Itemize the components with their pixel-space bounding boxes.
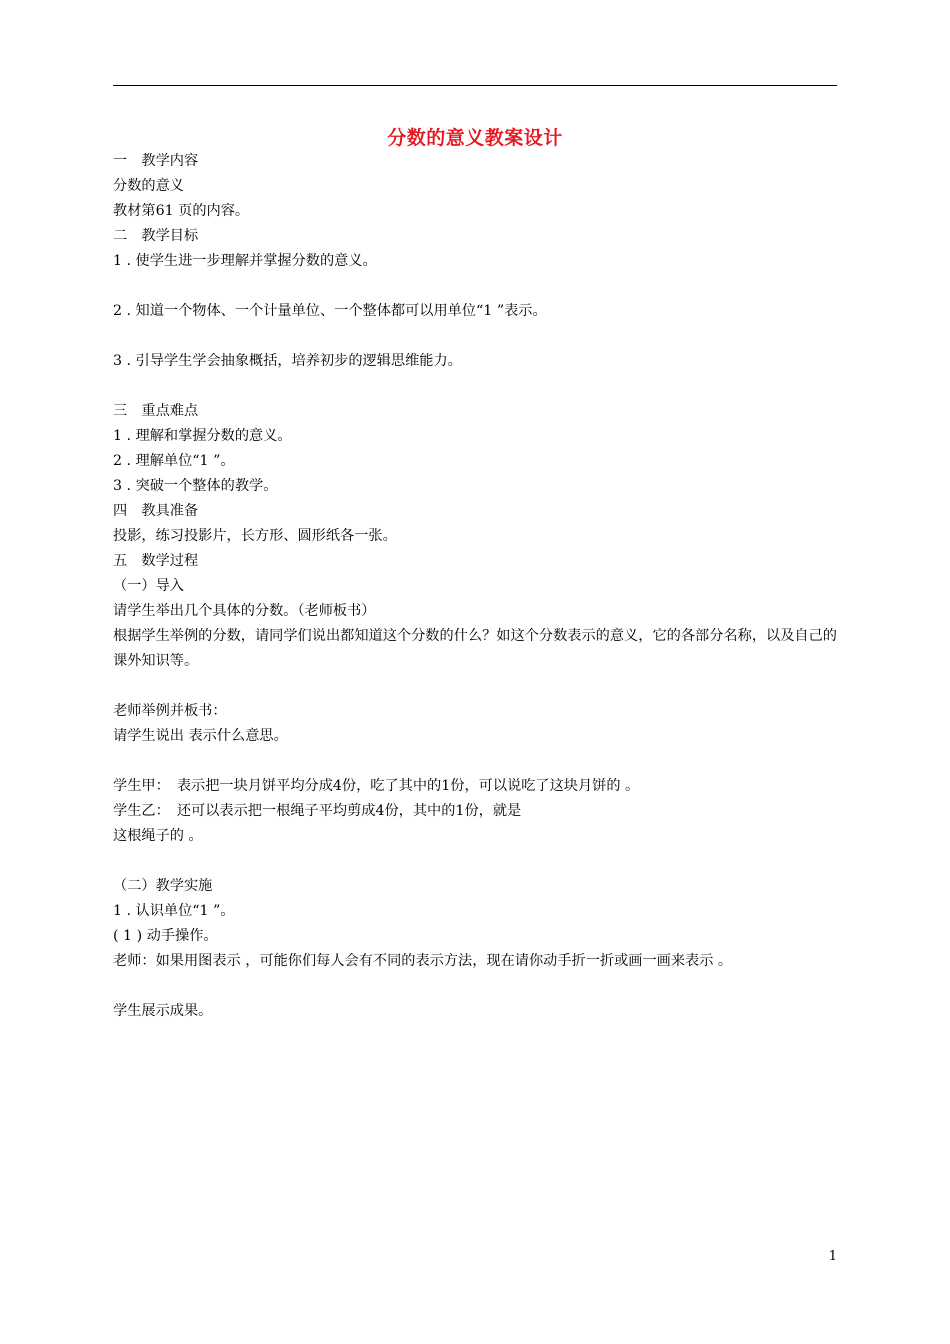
header-rule: [113, 85, 837, 86]
materials-list: 投影，练习投影片，长方形、圆形纸各一张。: [113, 528, 397, 544]
student-b-answer-continued: 这根绳子的 。: [113, 828, 203, 844]
blank-line: [113, 849, 837, 874]
blank-line: [113, 974, 837, 999]
section-heading-process: 五 数学过程: [113, 553, 199, 569]
student-showcase: 学生展示成果。: [113, 1003, 213, 1019]
blank-line: [113, 374, 837, 399]
key-point-item-2: 2 . 理解单位“1 ”。: [113, 453, 235, 469]
implementation-subitem-1: ( 1 ) 动手操作。: [113, 928, 218, 944]
key-point-item-3: 3 . 突破一个整体的教学。: [113, 478, 278, 494]
student-prompt: 请学生说出 表示什么意思。: [113, 728, 288, 744]
document-title: 分数的意义教案设计: [387, 127, 563, 149]
teacher-instruction: 老师：如果用图表示 ，可能你们每人会有不同的表示方法，现在请你动手折一折或画一画来表示 。: [113, 953, 733, 969]
section-heading-key-points: 三 重点难点: [113, 403, 199, 419]
document-body: [113, 149, 837, 1024]
page-number: 1: [828, 1249, 837, 1264]
subsection-heading-intro: （一）导入: [113, 578, 184, 594]
blank-line: [113, 274, 837, 299]
objective-item-1: 1 . 使学生进一步理解并掌握分数的意义。: [113, 253, 377, 269]
teacher-example: 老师举例并板书：: [113, 703, 227, 719]
section-heading-content: 一 教学内容: [113, 153, 199, 169]
content-textbook-page: 教材第61 页的内容。: [113, 203, 250, 219]
subsection-heading-implementation: （二）教学实施: [113, 878, 213, 894]
content-topic: 分数的意义: [113, 178, 184, 194]
section-heading-objectives: 二 教学目标: [113, 228, 199, 244]
objective-item-3: 3 . 引导学生学会抽象概括，培养初步的逻辑思维能力。: [113, 353, 462, 369]
blank-line: [113, 324, 837, 349]
key-point-item-1: 1 . 理解和掌握分数的意义。: [113, 428, 292, 444]
student-a-answer: 学生甲： 表示把一块月饼平均分成4份，吃了其中的1份，可以说吃了这块月饼的 。: [113, 778, 640, 794]
intro-step-1: 请学生举出几个具体的分数。（老师板书）: [113, 603, 376, 619]
student-b-answer: 学生乙： 还可以表示把一根绳子平均剪成4份，其中的1份，就是: [113, 803, 522, 819]
intro-step-2: 根据学生举例的分数，请同学们说出都知道这个分数的什么？如这个分数表示的意义，它的各部分名称，以及自己的课外知识等。: [113, 628, 837, 669]
section-heading-materials: 四 教具准备: [113, 503, 199, 519]
implementation-item-1: 1 . 认识单位“1 ”。: [113, 903, 235, 919]
blank-line: [113, 674, 837, 699]
blank-line: [113, 749, 837, 774]
objective-item-2: 2 . 知道一个物体、一个计量单位、一个整体都可以用单位“1 ”表示。: [113, 303, 547, 319]
